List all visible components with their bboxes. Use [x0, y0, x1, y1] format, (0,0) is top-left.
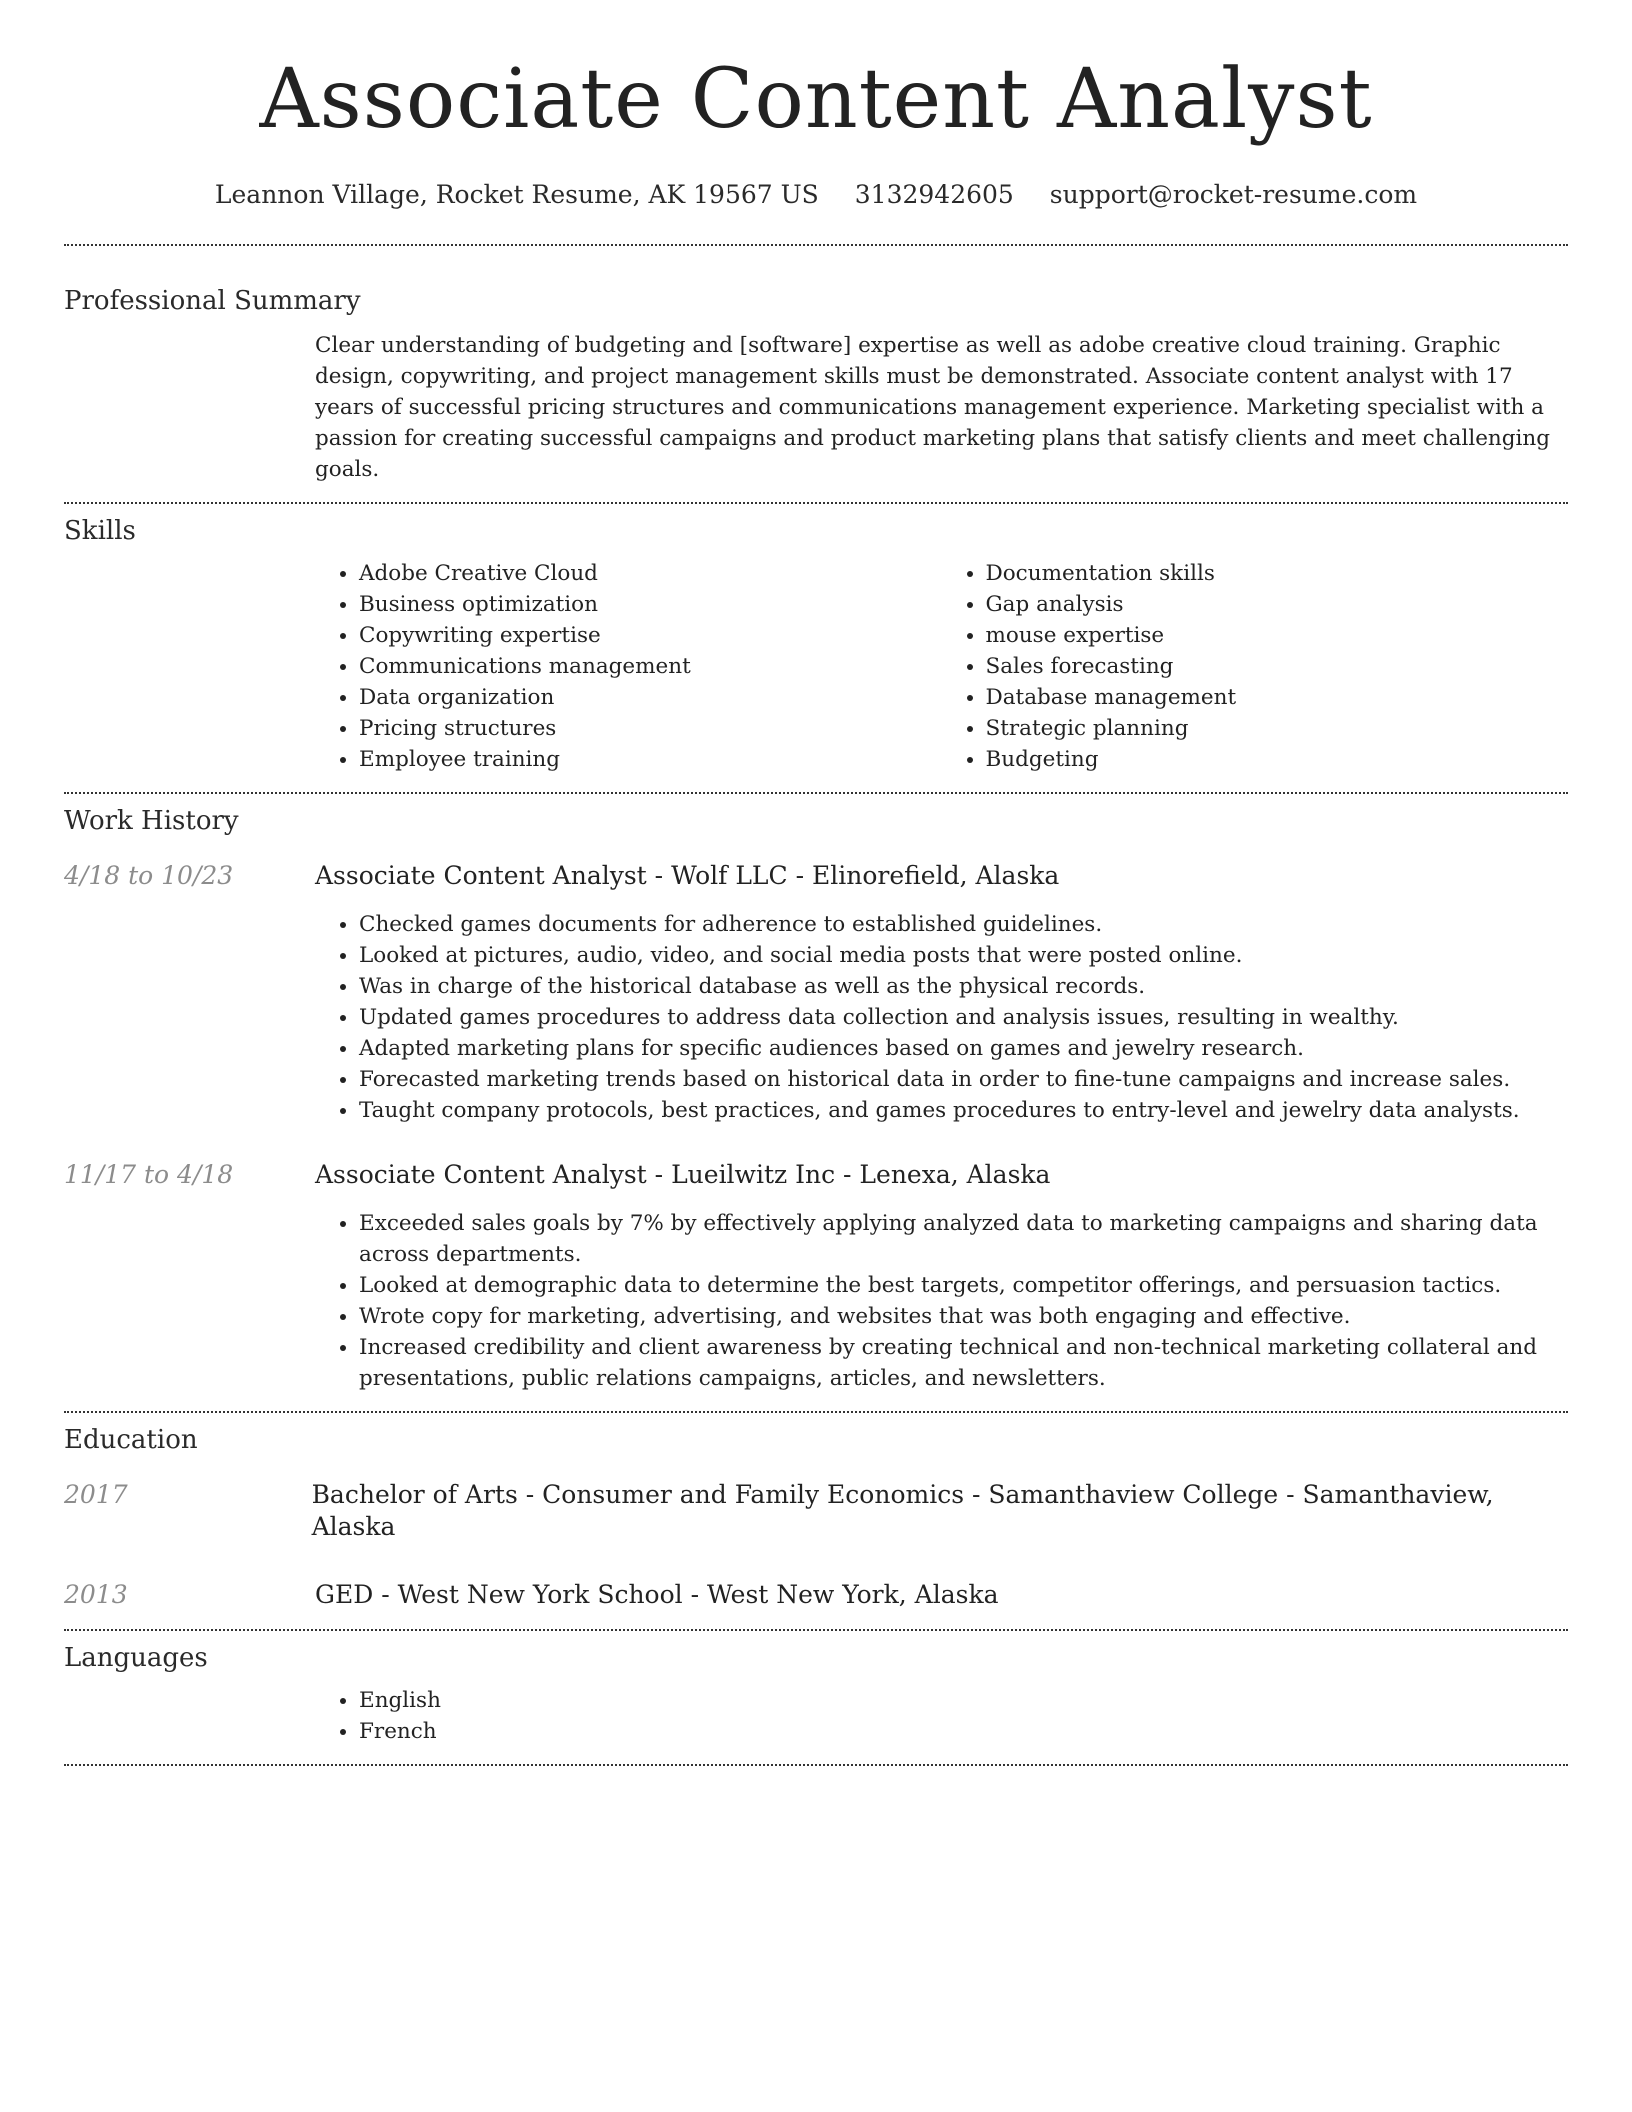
- job-bullets: [315, 1208, 1568, 1394]
- skill-item: • Budgeting: [986, 744, 1569, 775]
- languages-list: [315, 1685, 1568, 1747]
- job-bullet: • Looked at demographic data to determine the best targets, competitor offerings, and persuasion tactics.: [359, 1270, 1568, 1301]
- job-bullet: • Looked at pictures, audio, video, and social media posts that were posted online.: [359, 940, 1568, 971]
- education-section: [64, 1413, 1568, 1611]
- languages-section: [64, 1631, 1568, 1747]
- section-title-summary: Professional Summary: [64, 286, 361, 316]
- job-dates: 11/17 to 4/18: [64, 1160, 234, 1189]
- summary-section: [64, 246, 1568, 485]
- work-history-section: [64, 794, 1568, 1394]
- skills-list-right: [942, 558, 1569, 775]
- skills-section: [64, 504, 1568, 775]
- contact-email: support@rocket-resume.com: [1049, 180, 1418, 209]
- skill-item: • mouse expertise: [986, 620, 1569, 651]
- job-bullet: • Exceeded sales goals by 7% by effectively applying analyzed data to marketing campaigns and sharing data across departments.: [359, 1208, 1568, 1270]
- skill-item: • Employee training: [359, 744, 942, 775]
- job-dates: 4/18 to 10/23: [64, 861, 234, 890]
- job-bullet: • Updated games procedures to address data collection and analysis issues, resulting in wealthy.: [359, 1002, 1568, 1033]
- section-title-languages: Languages: [64, 1643, 208, 1673]
- education-detail: GED - West New York School - West New York, Alaska: [315, 1580, 999, 1609]
- section-title-skills: Skills: [64, 516, 136, 546]
- education-year: 2017: [64, 1480, 128, 1509]
- education-year: 2013: [64, 1580, 128, 1609]
- skill-item: • Copywriting expertise: [359, 620, 942, 651]
- skills-list-left: [315, 558, 942, 775]
- skill-item: • Business optimization: [359, 589, 942, 620]
- section-title-work-history: Work History: [64, 806, 239, 836]
- skill-item: • Data organization: [359, 682, 942, 713]
- job-title: Associate Content Analyst - Wolf LLC - Elinorefield, Alaska: [315, 861, 1060, 890]
- job-bullet: • Adapted marketing plans for specific audiences based on games and jewelry research.: [359, 1033, 1568, 1064]
- skill-item: • Sales forecasting: [986, 651, 1569, 682]
- skill-item: • Pricing structures: [359, 713, 942, 744]
- education-entry: [64, 1479, 1568, 1543]
- skill-item: • Strategic planning: [986, 713, 1569, 744]
- contact-address: Leannon Village, Rocket Resume, AK 19567 US: [214, 180, 819, 209]
- job-bullet: • Forecasted marketing trends based on historical data in order to fine-tune campaigns and increase sales.: [359, 1064, 1568, 1095]
- divider: [64, 1764, 1568, 1766]
- section-title-education: Education: [64, 1425, 198, 1455]
- contact-phone: 3132942605: [854, 180, 1014, 209]
- skill-item: • Adobe Creative Cloud: [359, 558, 942, 589]
- job-bullets: [315, 909, 1568, 1126]
- job-bullet: • Checked games documents for adherence to established guidelines.: [359, 909, 1568, 940]
- skill-item: • Documentation skills: [986, 558, 1569, 589]
- job-entry: [64, 1159, 1568, 1394]
- education-entry: [64, 1579, 1568, 1611]
- skill-item: • Gap analysis: [986, 589, 1569, 620]
- language-item: • French: [359, 1716, 1568, 1747]
- job-bullet: • Increased credibility and client awareness by creating technical and non-technical marketing collateral and presentations, public relations campaigns, articles, and newsletters.: [359, 1332, 1568, 1394]
- contact-line: [64, 180, 1568, 210]
- summary-text: Clear understanding of budgeting and [software] expertise as well as adobe creative cloud training. Graphic design, copywriting, and project management skills must be demonstrated. Associate content analyst with 17 years of successful pricing structures and communications management experience. Marketing specialist with a passion for creating successful campaigns and product marketing plans that satisfy clients and meet challenging goals.: [315, 333, 1551, 482]
- resume-page: [64, 0, 1568, 1766]
- language-item: • English: [359, 1685, 1568, 1716]
- skill-item: • Database management: [986, 682, 1569, 713]
- job-title: Associate Content Analyst - Lueilwitz Inc - Lenexa, Alaska: [315, 1160, 1051, 1189]
- job-bullet: • Taught company protocols, best practices, and games procedures to entry-level and jewelry data analysts.: [359, 1095, 1568, 1126]
- job-entry: [64, 860, 1568, 1126]
- job-bullet: • Was in charge of the historical database as well as the physical records.: [359, 971, 1568, 1002]
- candidate-name: Associate Content Analyst: [259, 52, 1373, 147]
- resume-header: [64, 0, 1568, 210]
- job-bullet: • Wrote copy for marketing, advertising, and websites that was both engaging and effective.: [359, 1301, 1568, 1332]
- education-detail: Bachelor of Arts - Consumer and Family Economics - Samanthaview College - Samanthaview, Alaska: [311, 1480, 1494, 1541]
- skill-item: • Communications management: [359, 651, 942, 682]
